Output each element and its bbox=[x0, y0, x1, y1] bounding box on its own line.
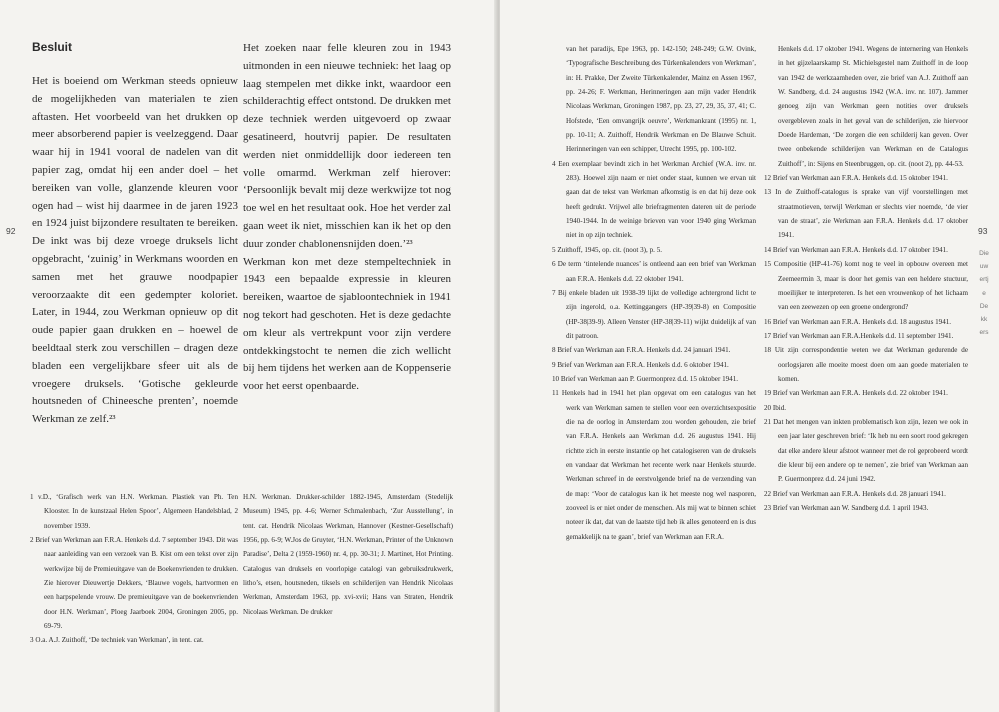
footnote: 10 Brief van Werkman aan P. Guermonprez d.d. 15 oktober 1941. bbox=[552, 374, 739, 383]
body-paragraph-1: Het is boeiend om Werkman steeds opnieuw de mogelijkheden van materialen te zien aftasten. Het voorbeeld van het drukken op meer absorberend papier is veelzeggend. Daar waar hij in 1941 vooral de nadelen van dit papier zag, omdat hij een ander doel – het bereiken van volle, glanzende kleuren voor ogen had – wist hij daarmee in de jaren 1923 en 1924 juist bijzondere resultaten te bereiken. De inkt was bij deze vroege druksels licht opgebracht, ‘zuinig’ in Werkmans woorden en samen met het grauwe noodpapier veroorzaakte dit een gedempter koloriet. Later, in 1944, zou Werkman opnieuw op dit oude papier gaan drukken en – hoewel de beeldtaal sterk zou verschillen – dragen deze bladen een vergelijkbare sfeer uit als de vroegere druksels. ‘Gotische gekleurde houtsneden of Chineesche prenten’, noemde Werkman ze zelf.²³ bbox=[32, 75, 238, 426]
left-page bbox=[0, 0, 497, 712]
left-column-1 bbox=[32, 40, 238, 429]
footnote: 8 Brief van Werkman aan F.R.A. Henkels d.d. 24 januari 1941. bbox=[552, 346, 731, 355]
footnote: 4 Een exemplaar bevindt zich in het Werkman Archief (W.A. inv. nr. 283). Hoewel zijn naam er niet onder staat, kunnen we ervan uit gaan dat de tekst van Werkman afkomstig is en dat hij deze ook heeft gedrukt. Vrijwel alle briefragmenten dateren uit de periode 1940-1944. In de weinige brieven van voor 1940 ging Werkman niet in op zijn techniek. bbox=[552, 159, 756, 240]
page-number-right: 93 bbox=[978, 226, 988, 236]
footnote: 12 Brief van Werkman aan F.R.A. Henkels d.d. 15 oktober 1941. bbox=[764, 174, 948, 183]
footnote: 7 Bij enkele bladen uit 1938-39 lijkt de volledige achtergrond licht te zijn ingerold, o.a. Kettinggangers (HP-39|39-8) en Compositie (HP-38|39-9). Alleen Venster (HP-38|39-11) wijkt duidelijk af van dit patroon. bbox=[552, 288, 756, 340]
right-footnotes-1 bbox=[552, 42, 756, 544]
left-column-2 bbox=[243, 40, 451, 396]
footnote: 3 O.a. A.J. Zuithoff, ‘De techniek van Werkman’, in tent. cat. bbox=[30, 636, 204, 645]
footnote: 2 Brief van Werkman aan F.R.A. Henkels d.d. 7 september 1943. Dit was naar aanleiding van een verzoek van B. Kist om een tekst over zijn werkwijze bij de Premieuitgave van de Boekenvrienden te drukken. Zie hierover Dieuwertje Dekkers, ‘Blauwe vogels, hartvormen en een harpspelende vrouw. De premieuitgave van de boekenvrienden door H.N. Werkman’, Ploeg Jaarboek 2004, Groningen 2005, pp. 69-79. bbox=[30, 536, 238, 631]
left-footnotes-2 bbox=[243, 490, 453, 619]
footnote: 1 v.D., ‘Grafisch werk van H.N. Werkman. Plastiek van Ph. Ten Klooster. In de kunstzaal Helen Spoor’, Algemeen Handelsblad, 2 november 1939. bbox=[30, 493, 238, 530]
footnote: 16 Brief van Werkman aan F.R.A. Henkels d.d. 18 augustus 1941. bbox=[764, 317, 952, 326]
page-number-left: 92 bbox=[6, 226, 16, 236]
footnote: 19 Brief van Werkman aan F.R.A. Henkels d.d. 22 oktober 1941. bbox=[764, 389, 948, 398]
footnote: 23 Brief van Werkman aan W. Sandberg d.d. 1 april 1943. bbox=[764, 504, 929, 512]
footnote: 11 Henkels had in 1941 het plan opgevat om een catalogus van het werk van Werkman samen te stellen voor een overzichtsexpositie die na de oorlog in Amsterdam zou worden gehouden, zie brief van F.R.A. Henkels aan Werkman d.d. 26 augustus 1941. Hij richtte zich in eerste instantie op het catalogiseren van de druksels en vandaar dat Werkman het recente werk naar Henkels stuurde. Werkman schreef in de eerstvolgende brief na de verzending van de map: ‘Voor de catalogus kan ik het meeste nog wel nasporen, zooveel is er niet onder de menschen. Als mij wat te binnen schiet noteer ik dat, dat van de laatste tijd heb ik alles genoteerd en is dus gemakkelijk na te gaan’, brief van Werkman aan F.R.A. bbox=[552, 389, 756, 541]
footnote: Henkels d.d. 17 oktober 1941. Wegens de internering van Henkels in het gijzelaarskamp St. Michielsgestel nam Zuithoff in de loop van 1942 de werkzaamheden over, zie brief van A.J. Zuithoff aan W. Sandberg, d.d. 24 augustus 1942 (W.A. inv. nr. 107). Jammer genoeg zijn van Werkman geen notities over druksels overgebleven zoals in het geval van de schilderijen, zie hiervoor Doede Hardeman, ‘De zorgen die een schilderij kan geven. Over twee onbekende schilderijen van Werkman en de Catalogus Zuithoff’, in: Sijens en Steenbruggen, op. cit. (noot 2), pp. 44-53. bbox=[778, 45, 968, 168]
footnote: 18 Uit zijn correspondentie weten we dat Werkman gedurende de oorlogsjaren alle moeite moest doen om aan goede materialen te komen. bbox=[764, 346, 968, 383]
footnote: 6 De term ‘tintelende nuances’ is ontleend aan een brief van Werkman aan F.R.A. Henkels d.d. 22 oktober 1941. bbox=[552, 260, 756, 283]
footnote: 14 Brief van Werkman aan F.R.A. Henkels d.d. 17 oktober 1941. bbox=[764, 245, 948, 254]
footnote: 15 Compositie (HP-41-76) komt nog te veel in opbouw overeen met Zeemeermin 3, maar is door het gemis van een heldere stuctuur, moeilijker te interpreteren. Is het een vrouwenkop of het lichaam van een zeewezen op een groene ondergrond? bbox=[764, 260, 968, 312]
footnote: 17 Brief van Werkman aan F.R.A.Henkels d.d. 11 september 1941. bbox=[764, 331, 954, 340]
footnote: 22 Brief van Werkman aan F.R.A. Henkels d.d. 28 januari 1941. bbox=[764, 489, 946, 498]
right-page bbox=[500, 0, 999, 712]
footnote: 5 Zuithoff, 1945, op. cit. (noot 3), p. 5. bbox=[552, 245, 663, 254]
footnote: 13 In de Zuithoff-catalogus is sprake van vijf voorstellingen met straatmotieven, terwijl Werkman er slechts vier noemde, ‘de vier van de straat’, zie Werkman aan F.R.A. Henkels d.d. 17 oktober 1941. bbox=[764, 188, 968, 240]
section-heading: Besluit bbox=[32, 40, 73, 54]
body-paragraph-3: Werkman kon met deze stempeltechniek in 1943 een bepaalde expressie in kleuren bereiken, waartoe de sjabloontechniek in 1941 nog tekort had geschoten. Het is deze gedachte om kleur als vertrekpunt voor zijn verdere ontdekkingstocht te nemen die zich wellicht bij hem tijdens het werken aan de Koppenserie voor het eerst openbaarde. bbox=[243, 255, 451, 393]
footnote: 9 Brief van Werkman aan F.R.A. Henkels d.d. 6 oktober 1941. bbox=[552, 360, 729, 369]
right-footnotes-2 bbox=[764, 42, 968, 515]
footnote: 20 Ibid. bbox=[764, 403, 787, 412]
body-paragraph-2: Het zoeken naar felle kleuren zou in 1943 uitmonden in een nieuwe techniek: het laag op laag stempelen met dikke inkt, waardoor een schilderachtig effect ontstond. De drukken met deze techniek werden uitgevoerd op zwaar gesatineerd, houtvrij papier. De resultaten werden niet onmiddellijk door iedereen ten volle omarmd. Werkman zelf hierover: ‘Persoonlijk bevalt mij deze werkwijze tot nog toe wel en het resultaat ook. Hoe het verder zal gaan weet ik niet, misschien kan ik het op den duur zonder chablonensnijden doen.’²³ bbox=[243, 42, 451, 250]
footnote: 21 Dat het mengen van inkten problematisch kon zijn, lezen we ook in een jaar later geschreven brief: ‘Ik heb nu een soort rood gekregen dat elke andere kleur afstoot wanneer met de rol geprobeerd wordt die kleur bij een andere op te nemen’, zie brief van Werkman aan P. Guermonprez d.d. 24 juni 1942. bbox=[764, 417, 968, 484]
footnote: van het paradijs, Epe 1963, pp. 142-150; 248-249; G.W. Ovink, ‘Typografische Beschreibung des Türkenkalenders von Werkman’, in: H. Prakke, Der Zweite Türkenkalender, Mainz en Assen 1967, pp. 24-26; F. Werkman, Herinneringen aan mijn vader Hendrik Nicolaas Werkman, Groningen 1987, pp. 23, 27, 29, 35, 37, 41; C. Hofstede, ‘Een omvangrijk oeuvre’, Werkmankrant (1995) nr. 1, pp. 10-11; A. Zuithoff, Hendrik Werkman en De Blauwe Schuit. Herinneringen van een schipper, Utrecht 1995, pp. 100-102. bbox=[566, 45, 756, 154]
left-footnotes-1 bbox=[30, 490, 238, 648]
footnote: H.N. Werkman. Drukker-schilder 1882-1945, Amsterdam (Stedelijk Museum) 1945, pp. 4-6; Werner Schmalenbach, ‘Zur Ausstellung’, in tent. cat. Hendrik Nicolaas Werkman, Hannover (Kestner-Gesellschaft) 1956, pp. 6-9; W.Jos de Gruyter, ‘H.N. Werkman, Printer of the Unknown Paradise’, Delta 2 (1959-1960) nr. 4, pp. 30-31; J. Martinet, Hot Printing. Catalogus van druksels en voorlopige catalogi van gebruiksdrukwerk, litho’s, etsen, houtsneden, tiksels en schilderijen van Hendrik Nicolaas Werkman, Amsterdam 1963, pp. xvi-xvii; Hans van Straten, Hendrik Nicolaas Werkman. De drukker bbox=[243, 493, 453, 616]
running-author-label: Dieuwertje Dekkers bbox=[979, 250, 989, 337]
